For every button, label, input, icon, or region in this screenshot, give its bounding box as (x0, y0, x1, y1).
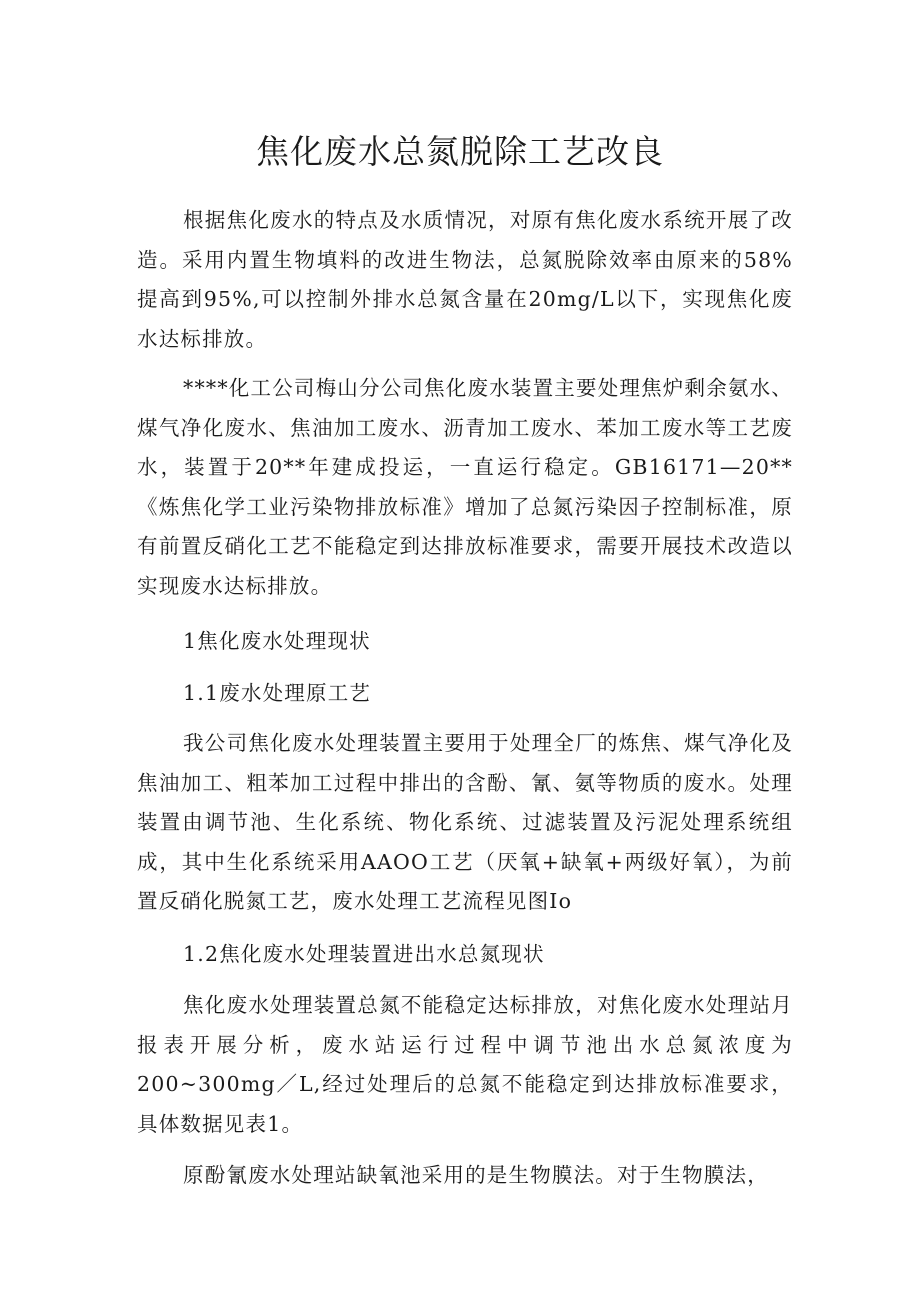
paragraph-biofilm: 原酚氰废水处理站缺氧池采用的是生物膜法。对于生物膜法， (183, 1163, 769, 1187)
section-heading-1-1: 1.1废水处理原工艺 (183, 681, 372, 705)
paragraph-original-process: 我公司焦化废水处理装置主要用于处理全厂的炼焦、煤气净化及焦油加工、粗苯加工过程中排出的含酚、氰、氨等物质的废水。处理装置由调节池、生化系统、物化系统、过滤装置及污泥处理系统组成，其中生化系统采用AAOO工艺（厌氧+缺氧+两级好氧），为前置反硝化脱氮工艺，废水处理工艺流程见图Io (137, 731, 793, 913)
paragraph-background: ****化工公司梅山分公司焦化废水装置主要处理焦炉剩余氨水、煤气净化废水、焦油加工废水、沥青加工废水、苯加工废水等工艺废水，装置于20**年建成投运，一直运行稳定。GB16171—20**《炼焦化学工业污染物排放标准》增加了总氮污染因子控制标准，原有前置反硝化工艺不能稳定到达排放标准要求，需要开展技术改造以实现废水达标排放。 (137, 376, 793, 598)
paragraph-nitrogen-status: 焦化废水处理装置总氮不能稳定达标排放，对焦化废水处理站月报表开展分析，废水站运行过程中调节池出水总氮浓度为200~300mg／L,经过处理后的总氮不能稳定到达排放标准要求，具体数据见表1。 (137, 993, 793, 1136)
paragraph-intro: 根据焦化废水的特点及水质情况，对原有焦化废水系统开展了改造。采用内置生物填料的改进生物法，总氮脱除效率由原来的58%提高到95%,可以控制外排水总氮含量在20mg/L以下，实现焦化废水达标排放。 (137, 208, 793, 351)
document-title: 焦化废水总氮脱除工艺改良 (256, 132, 664, 171)
section-heading-1: 1焦化废水处理现状 (183, 629, 371, 653)
section-heading-1-2: 1.2焦化废水处理装置进出水总氮现状 (183, 942, 545, 966)
